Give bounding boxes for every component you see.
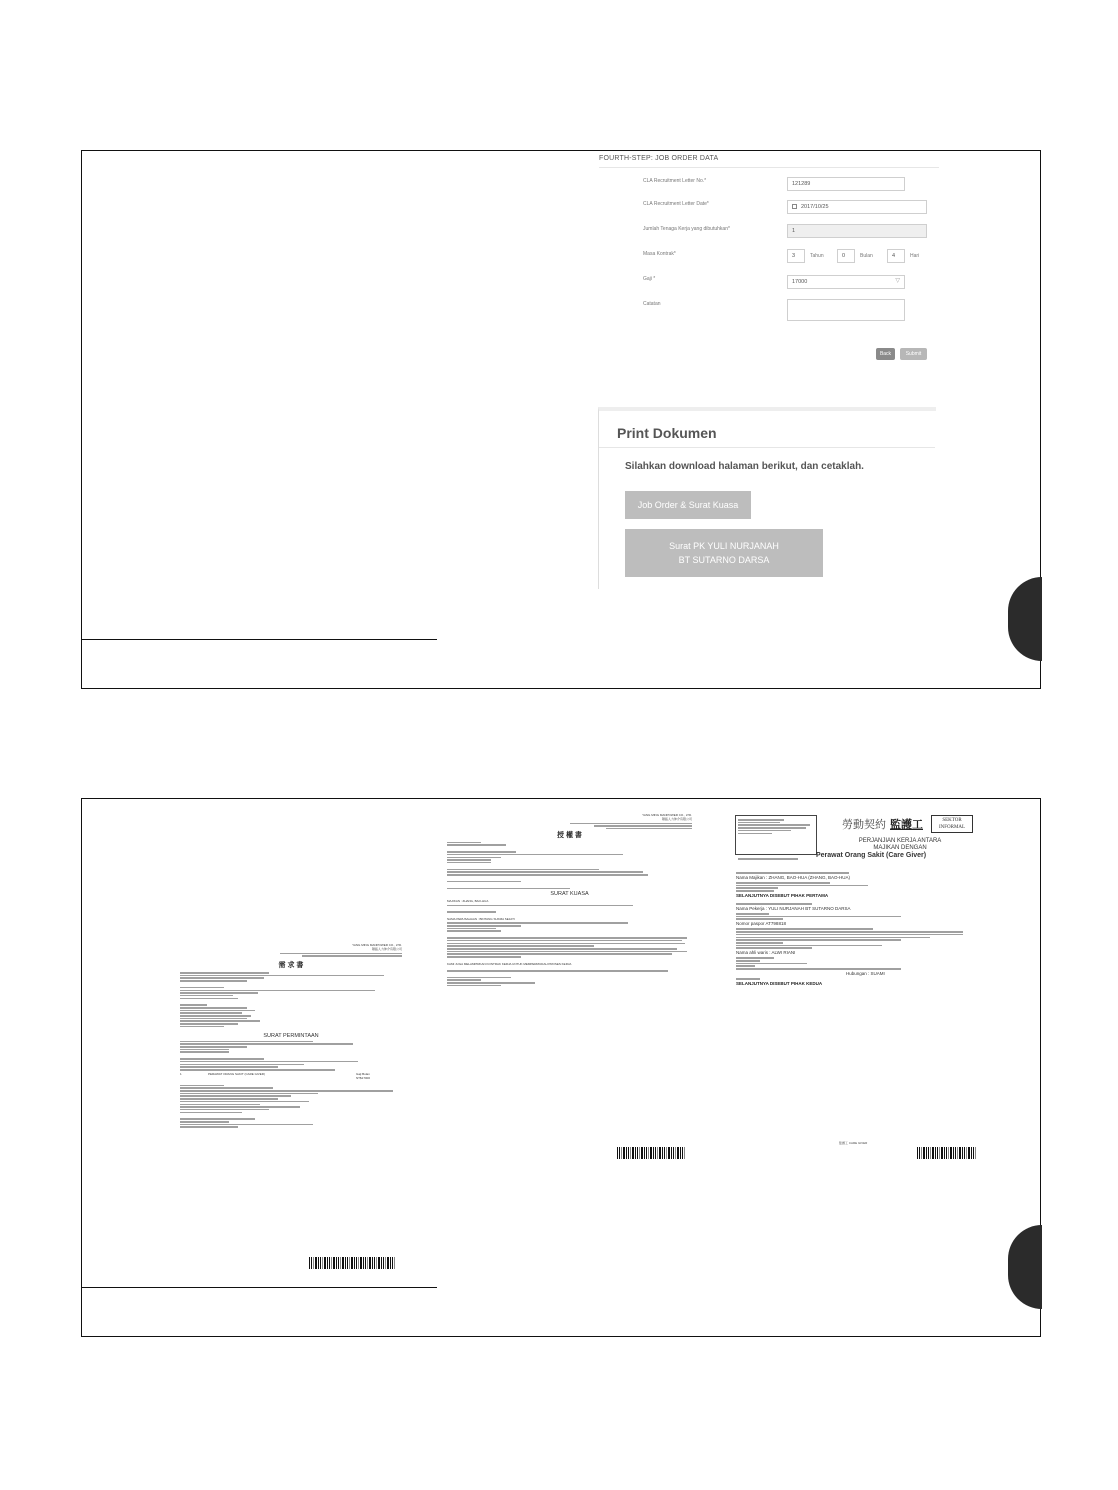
doc1-title-id: SURAT PERMINTAAN [263, 1032, 319, 1039]
doc3-title-id-2: MAJIKAN DENGAN [873, 845, 927, 851]
doc1-qty: 1 [180, 1071, 182, 1076]
doc1-gaji-label: Gaji Bulan [356, 1071, 370, 1076]
doc2-company-en: YANG MING MANPOWER CO., LTD. [642, 813, 692, 817]
screenshot-panel-documents [81, 798, 1041, 1337]
print-divider [599, 447, 935, 448]
print-dokumen-title: Print Dokumen [617, 425, 717, 441]
page-marker-shape [1008, 577, 1042, 661]
hari-unit: Hari [910, 253, 920, 259]
masa-kontrak-hari-input[interactable]: 4 [887, 249, 905, 263]
job-order-surat-kuasa-button[interactable]: Job Order & Surat Kuasa [625, 491, 751, 519]
catatan-label: Catatan [643, 301, 661, 307]
doc3-agency-box [735, 815, 817, 855]
doc2-pihak: NAMA PERUSAHAAN : BINTANG SUKMA SEJATI [447, 917, 515, 922]
doc1-company-zh: 陽銘人力仲介有限公司 [371, 947, 402, 952]
panel-divider [82, 639, 437, 640]
doc3-title-zh: 勞動契約 [842, 819, 886, 831]
page-marker-shape-bottom [1008, 1225, 1042, 1309]
surat-permintaan-document [180, 943, 402, 1198]
catatan-textarea[interactable] [787, 299, 905, 321]
doc3-sektor-box: SEKTOR INFORMAL [931, 815, 973, 833]
doc2-footer: KAMI JUGA MELAMPIRKAN KONTRAK KERJA UNTUK MEMPERMUDAH PROSES KERJA [447, 961, 572, 966]
doc2-company-zh: 陽銘人力仲介有限公司 [661, 817, 692, 822]
doc3-pihak-kedua: SELANJUTNYA DISEBUT PIHAK KEDUA [736, 980, 823, 986]
cla-letter-no-input[interactable]: 121289 [787, 177, 905, 191]
doc2-title-zh: 授 權 書 [557, 831, 582, 839]
step-heading: FOURTH-STEP: JOB ORDER DATA [599, 155, 719, 162]
jumlah-tenaga-kerja-label: Jumlah Tenaga Kerja yang dibutuhkan* [643, 226, 730, 232]
masa-kontrak-label: Masa Kontrak* [643, 251, 676, 257]
masa-kontrak-tahun-input[interactable]: 3 [787, 249, 805, 263]
calendar-icon [792, 204, 797, 209]
doc3-title-id-1: PERJANJIAN KERJA ANTARA [858, 838, 942, 844]
doc2-title-id: SURAT KUASA [550, 891, 589, 898]
gaji-label: Gaji * [643, 276, 656, 282]
doc3-title-id-3: Perawat Orang Sakit (Care Giver) [816, 852, 927, 859]
doc3-paspor: Nomor paspor AT798818 [736, 921, 786, 927]
panel-divider-bottom [82, 1287, 437, 1288]
doc3-ahli-waris: Nama ahli waris : ALWI RIANI [736, 949, 796, 955]
bulan-unit: Bulan [860, 253, 873, 259]
cla-letter-date-input[interactable] [787, 200, 927, 214]
doc1-title-zh: 需 求 書 [278, 961, 304, 969]
doc3-sign-label: 監護工 CARE GIVER [839, 1141, 868, 1145]
doc3-hubungan: Hubungan : SUAMI [846, 970, 885, 976]
step-divider [599, 167, 939, 168]
screenshot-panel-form [81, 150, 1041, 689]
surat-kuasa-document [447, 813, 692, 1105]
perjanjian-kerja-document [732, 813, 976, 1113]
doc3-pihak-pertama: SELANJUTNYA DISEBUT PIHAK PERTAMA [736, 892, 829, 898]
jumlah-tenaga-kerja-input[interactable]: 1 [787, 224, 927, 238]
doc3-barcode [917, 1147, 977, 1159]
print-instruction: Silahkan download halaman berikut, dan cetaklah. [625, 461, 864, 472]
cla-letter-date-label: CLA Recruitment Letter Date* [643, 201, 709, 207]
submit-button[interactable]: Submit [900, 348, 927, 360]
doc1-company-en: YANG MING MANPOWER CO., LTD. [352, 943, 402, 947]
doc1-gaji-value: NT$17000 [356, 1075, 371, 1080]
doc1-job: PERAWAT ORANG SAKIT (CARE GIVER) [208, 1071, 265, 1076]
print-dokumen-panel [598, 407, 936, 589]
tahun-unit: Tahun [810, 253, 824, 259]
cla-letter-date-value: 2017/10/25 [801, 204, 829, 210]
chevron-down-icon: ▽ [895, 278, 900, 284]
gaji-input[interactable] [787, 275, 905, 289]
doc1-barcode [309, 1257, 395, 1269]
doc3-majikan: Nama Majikan : ZHANG, BAO-HUA (ZHANG, BAO-HUA) [736, 874, 851, 880]
doc3-title-zh2: 監護工 [890, 819, 923, 831]
doc2-barcode [617, 1147, 685, 1159]
cla-letter-no-label: CLA Recruitment Letter No.* [643, 178, 707, 184]
surat-pk-button[interactable]: Surat PK YULI NURJANAH BT SUTARNO DARSA [625, 529, 823, 577]
gaji-value: 17000 [792, 279, 808, 285]
back-button[interactable]: Back [876, 348, 895, 360]
masa-kontrak-bulan-input[interactable]: 0 [837, 249, 855, 263]
doc2-majikan: MAJIKAN : ZHANG, BAO-HUA [447, 899, 489, 904]
doc3-pekerja: Nama Pekerja : YULI NURJANAH BT SUTARNO DARSA [736, 905, 851, 911]
